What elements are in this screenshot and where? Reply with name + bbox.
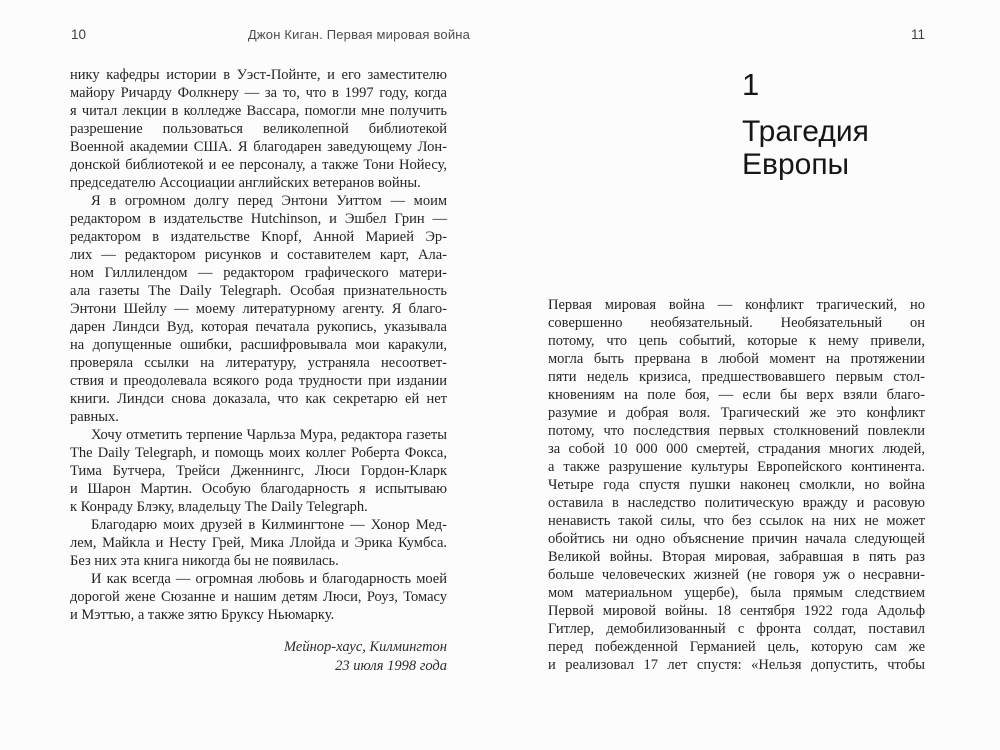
running-header: Джон Киган. Первая мировая война <box>247 27 471 42</box>
text-line: И как всегда — огромная любовь и благодарность моей <box>91 571 447 587</box>
text-line: Гитлер, демобилизованный с фронта солдат, поставил <box>548 621 925 637</box>
text-line: книги. Линдси снова доказала, что как секретарю ей нет <box>70 391 447 407</box>
text-line: Первой мировой войны. 18 сентября 1922 года Адольф <box>548 603 925 619</box>
text-line: кновениям на поле боя, — если бы верх взяли благо- <box>548 387 925 403</box>
text-line: дарен Линдси Вуд, которая печатала рукопись, указывала <box>70 319 447 335</box>
text-line: Первая мировая война — конфликт трагический, но <box>548 297 925 313</box>
text-line: редактором в издательстве Hutchinson, и Эшбел Грин — <box>70 211 447 227</box>
text-line: оставила в наследство политическую вражду и расовую <box>548 495 925 511</box>
text-line: Без них эта книга никогда бы не появилась. <box>70 553 339 569</box>
signature-date: 23 июля 1998 года <box>335 658 447 674</box>
text-line: могла быть прервана в любой момент на протяжении <box>548 351 925 367</box>
text-line: и Мэттью, а также зятю Бруксу Ньюмарку. <box>70 607 335 623</box>
chapter-title <box>742 115 869 181</box>
text-line: к Конраду Блэку, владельцу The Daily Telegraph. <box>70 499 368 515</box>
text-line: мом материальном ущербе), была прямым следствием <box>548 585 925 601</box>
text-line: Тима Бутчера, Трейси Дженнингс, Люси Гордон-Кларк <box>70 463 447 479</box>
paragraph <box>70 192 447 426</box>
text-line: редактором в издательстве Knopf, Анной Марией Эр- <box>70 229 447 245</box>
chapter-number: 1 <box>742 67 760 102</box>
right-page <box>500 0 1000 750</box>
text-line: Хочу отметить терпение Чарльза Мура, редактора газеты <box>91 427 447 443</box>
text-line: председателю Ассоциации английских ветеранов войны. <box>70 175 421 191</box>
text-line: Великой войны. Вторая мировая, забравшая в пять раз <box>548 549 925 565</box>
paragraph <box>548 296 925 674</box>
text-line: за собой 10 000 000 смертей, страдания многих людей, <box>548 441 925 457</box>
text-line: на допущенные ошибки, расшифровывала мои каракули, <box>70 337 447 353</box>
signature-place: Мейнор-хаус, Килмингтон <box>284 639 447 655</box>
text-line: потому, что последствия первых столкновений повлекли <box>548 423 925 439</box>
text-line: лем, Майкла и Несту Грей, Мика Ллойда и Эрика Кумбса. <box>70 535 447 551</box>
text-line: донской библиотекой и ее персоналу, а также Тони Нойесу, <box>70 157 447 173</box>
chapter-title-line: Трагедия <box>742 115 869 148</box>
text-line: Военной академии США. Я благодарен заведующему Лон- <box>70 139 447 155</box>
paragraph <box>70 426 447 516</box>
paragraph <box>70 66 447 192</box>
text-line: а также разрушение культуры Европейского континента. <box>548 459 925 475</box>
text-line: обойтись ни одно объяснение причин начала следующей <box>548 531 925 547</box>
paragraph <box>70 516 447 570</box>
chapter-opening-text <box>548 296 925 674</box>
chapter-heading <box>742 68 869 181</box>
text-line: Четыре года спустя пушки наконец смолкли, но война <box>548 477 925 493</box>
signature-block <box>70 638 447 676</box>
text-line: The Daily Telegraph, и помощь моих коллег Роберта Фокса, <box>70 445 447 461</box>
text-line: нику кафедры истории в Уэст-Пойнте, и его заместителю <box>70 67 447 83</box>
text-line: разрешение пользоваться великолепной библиотекой <box>70 121 447 137</box>
text-line: пяти недель кризиса, предшествовавшего первым стол- <box>548 369 925 385</box>
text-line: проверяла ссылки на литературу, устраняла несоответ- <box>70 355 447 371</box>
text-line: майору Ричарду Фолкнеру — за то, что в 1997 году, когда <box>70 85 447 101</box>
text-line: ненависть такой силы, что без ссылок на них не может <box>548 513 925 529</box>
text-line: ном Гиллилендом — редактором графического матери- <box>70 265 447 281</box>
page-number-left: 10 <box>71 27 87 42</box>
acknowledgments-text <box>70 66 447 624</box>
text-line: больше человеческих жизней (не говоря уж о несравни- <box>548 567 925 583</box>
paragraph <box>70 570 447 624</box>
text-line: Энтони Шейлу — моему литературному агенту. Я благо- <box>70 301 447 317</box>
text-line: лих — редактором рисунков и составителем карт, Ала- <box>70 247 447 263</box>
text-line: Благодарю моих друзей в Килмингтоне — Хонор Мед- <box>91 517 447 533</box>
text-line: я читал лекции в колледже Вассара, помогли мне получить <box>70 103 447 119</box>
text-line: ала газеты The Daily Telegraph. Особая признательность <box>70 283 447 299</box>
text-line: потому, что цепь событий, которые к нему привели, <box>548 333 925 349</box>
text-line: и Шарон Мартин. Особую благодарность я испытываю <box>70 481 447 497</box>
text-line: ствия и преодолевала всякого рода трудности при издании <box>70 373 447 389</box>
page-number-right: 11 <box>910 27 925 42</box>
chapter-title-line: Европы <box>742 148 850 181</box>
text-line: разумие и добрая воля. Трагический же это конфликт <box>548 405 925 421</box>
text-line: совершенно необязательный. Необязательный он <box>548 315 925 331</box>
text-line: перед побежденной Германией цель, которую сам же <box>548 639 925 655</box>
text-line: и реализовал 17 лет спустя: «Нельзя допустить, чтобы <box>548 657 925 673</box>
text-line: дорогой жене Сюзанне и нашим детям Люси, Роуз, Томасу <box>70 589 447 605</box>
text-line: Я в огромном долгу перед Энтони Уиттом — моим <box>91 193 447 209</box>
text-line: равных. <box>70 409 119 425</box>
